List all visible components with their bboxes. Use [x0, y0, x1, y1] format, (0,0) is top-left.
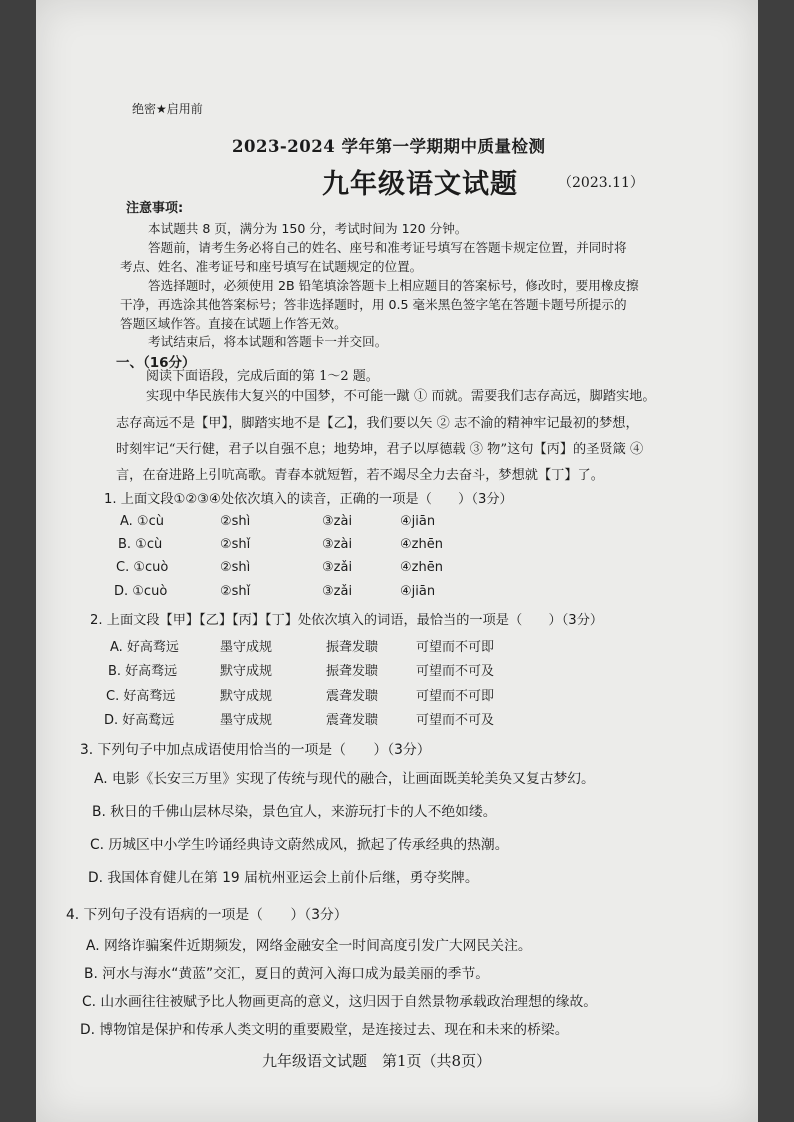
notice-line: 答题区域作答。直接在试题上作答无效。	[120, 316, 347, 331]
passage-line: 言，在奋进路上引吭高歌。青春本就短暂，若不竭尽全力去奋斗，梦想就【丁】了。	[116, 468, 604, 483]
notice-line: 答选择题时，必须使用 2B 铅笔填涂答题卡上相应题目的答案标号，修改时，要用橡皮擦	[148, 278, 639, 293]
q1-c-4: ④zhēn	[400, 560, 443, 575]
passage-line: 志存高远不是【甲】，脚踏实地不是【乙】，我们要以矢 ② 志不渝的精神牢记最初的梦想，	[116, 416, 639, 431]
notice-line: 考试结束后，将本试题和答题卡一并交回。	[148, 334, 388, 349]
question-3-stem: 3. 下列句子中加点成语使用恰当的一项是（ ）（3分）	[80, 742, 431, 758]
page-footer: 九年级语文试题 第1页（共8页）	[262, 1052, 492, 1070]
q2-b-1: B. 好高骛远	[108, 664, 178, 679]
q2-b-2: 默守成规	[220, 664, 273, 679]
exam-date: （2023.11）	[558, 175, 644, 191]
q1-d-3: ③zǎi	[322, 584, 353, 599]
q3-option-a: A. 电影《长安三万里》实现了传统与现代的融合，让画面既美轮美奂又复古梦幻。	[94, 771, 595, 787]
exam-term: 2023-2024 学年第一学期期中质量检测	[232, 137, 546, 156]
q1-d-2: ②shǐ	[220, 584, 251, 599]
q2-a-1: A. 好高骛远	[110, 640, 179, 655]
notice-line: 干净，再选涂其他答案标号；答非选择题时，用 0.5 毫米黑色签字笔在答题卡题号所提示的	[120, 297, 627, 312]
q1-a-2: ②shì	[220, 514, 251, 529]
q3-option-b: B. 秋日的千佛山层林尽染，景色宜人，来游玩打卡的人不绝如缕。	[92, 804, 497, 820]
q2-d-2: 墨守成规	[220, 713, 273, 728]
section-intro: 阅读下面语段，完成后面的第 1～2 题。	[146, 369, 379, 384]
question-1-stem: 1. 上面文段①②③④处依次填入的读音，正确的一项是（ ）（3分）	[104, 492, 513, 507]
q1-c-2: ②shì	[220, 560, 251, 575]
q2-d-1: D. 好高鹜远	[104, 713, 175, 728]
notice-line: 本试题共 8 页，满分为 150 分，考试时间为 120 分钟。	[148, 221, 468, 236]
q4-option-a: A. 网络诈骗案件近期频发，网络金融安全一时间高度引发广大网民关注。	[86, 938, 532, 954]
q2-a-4: 可望而不可即	[416, 640, 495, 655]
q4-option-c: C. 山水画往往被赋予比人物画更高的意义，这归因于自然景物承载政治理想的缘故。	[82, 994, 598, 1010]
confidential-label: 绝密★启用前	[132, 102, 203, 116]
section-heading: 一、（16分）	[116, 355, 196, 371]
q2-a-3: 振聋发聩	[326, 640, 379, 655]
q1-b-3: ③zài	[322, 537, 353, 552]
q2-d-4: 可望而不可及	[416, 713, 495, 728]
q1-a-3: ③zài	[322, 514, 353, 529]
notice-line: 考点、姓名、准考证号和座号填写在试题规定的位置。	[120, 259, 423, 274]
q2-d-3: 震聋发聩	[326, 713, 379, 728]
q4-option-d: D. 博物馆是保护和传承人类文明的重要殿堂，是连接过去、现在和未来的桥梁。	[80, 1022, 569, 1038]
q3-option-d: D. 我国体育健儿在第 19 届杭州亚运会上前仆后继，勇夺奖牌。	[88, 870, 479, 886]
notice-line: 答题前，请考生务必将自己的姓名、座号和准考证号填写在答题卡规定位置，并同时将	[148, 240, 627, 255]
q1-c-1: C. ①cuò	[116, 560, 169, 575]
passage-line: 实现中华民族伟大复兴的中国梦，不可能一蹴 ① 而就。需要我们志存高远，脚踏实地。	[146, 389, 656, 404]
notice-heading: 注意事项:	[126, 201, 184, 216]
q1-d-1: D. ①cuò	[114, 584, 168, 599]
page-title: 九年级语文试题	[322, 169, 518, 200]
q2-b-4: 可望而不可及	[416, 664, 495, 679]
q1-a-4: ④jiān	[400, 514, 436, 529]
q2-c-3: 震聋发聩	[326, 689, 379, 704]
passage-line: 时刻牢记“天行健，君子以自强不息；地势坤，君子以厚德载 ③ 物”这句【丙】的圣贤箴 ④	[116, 442, 644, 457]
q1-a-1: A. ①cù	[120, 514, 164, 529]
q1-b-2: ②shǐ	[220, 537, 251, 552]
q1-c-3: ③zǎi	[322, 560, 353, 575]
question-2-stem: 2. 上面文段【甲】【乙】【丙】【丁】处依次填入的词语，最恰当的一项是（ ）（3分）	[90, 613, 604, 628]
q2-c-1: C. 好高骛远	[106, 689, 176, 704]
q1-b-1: B. ①cù	[118, 537, 163, 552]
q4-option-b: B. 河水与海水“黄蓝”交汇，夏日的黄河入海口成为最美丽的季节。	[84, 966, 490, 982]
question-4-stem: 4. 下列句子没有语病的一项是（ ）（3分）	[66, 907, 348, 923]
q2-c-4: 可望而不可即	[416, 689, 495, 704]
q2-a-2: 墨守成规	[220, 640, 273, 655]
q1-b-4: ④zhēn	[400, 537, 443, 552]
q2-b-3: 振聋发聩	[326, 664, 379, 679]
q2-c-2: 默守成规	[220, 689, 273, 704]
q1-d-4: ④jiān	[400, 584, 436, 599]
q3-option-c: C. 历城区中小学生吟诵经典诗文蔚然成风，掀起了传承经典的热潮。	[90, 837, 509, 853]
